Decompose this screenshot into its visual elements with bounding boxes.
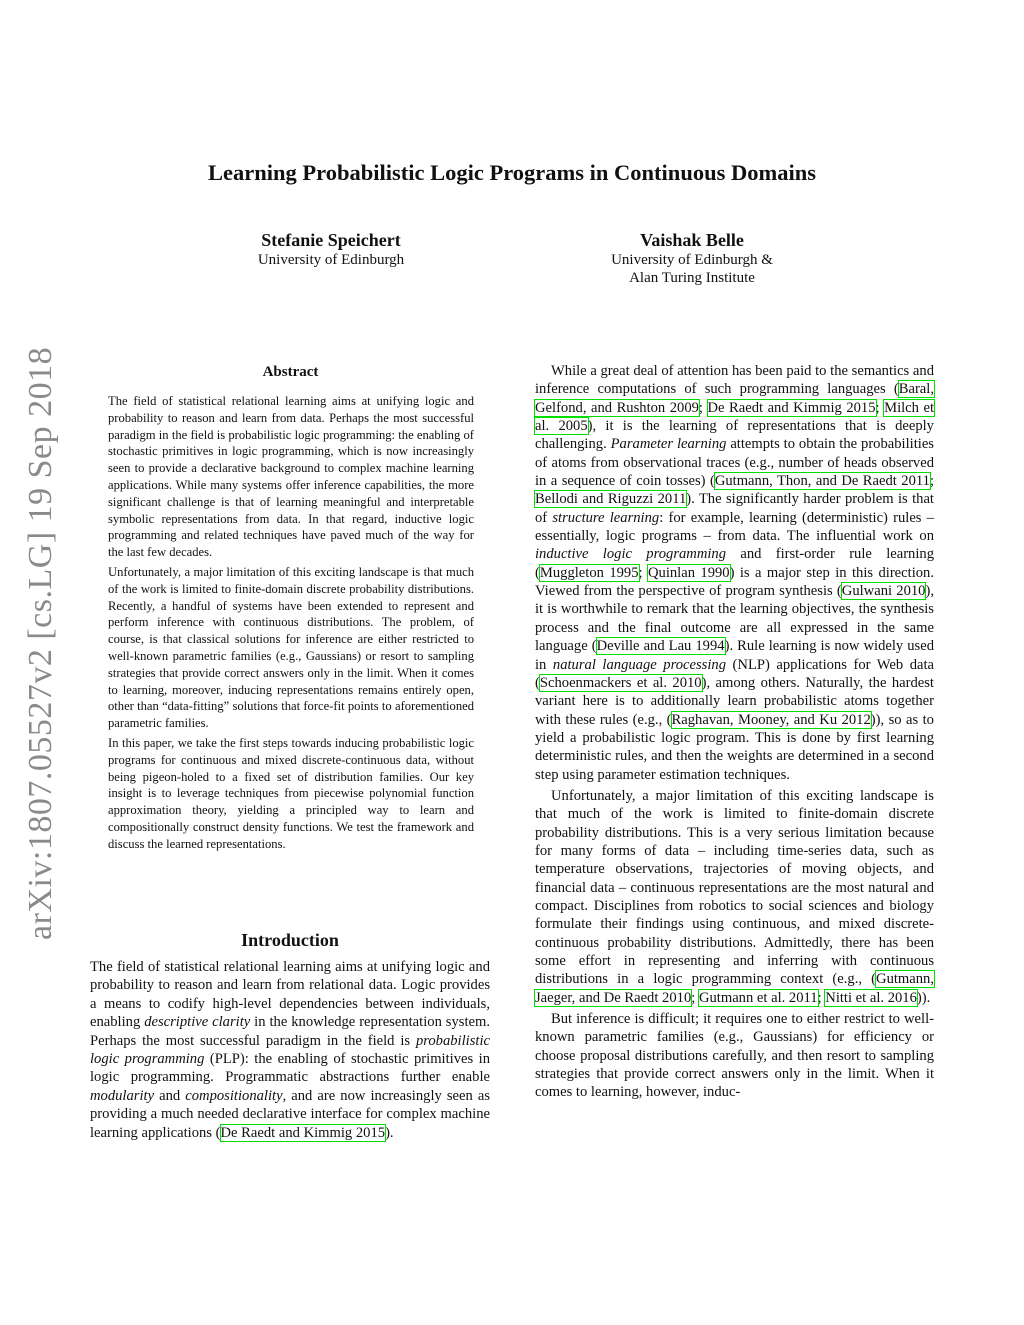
citation-link[interactable]: Nitti et al. 2016 <box>825 989 917 1006</box>
text-run: ; <box>638 564 648 581</box>
right-paragraph-1 <box>535 362 934 784</box>
abstract-paragraph-1: The field of statistical relational learning aims at unifying logic and probability to reason and learn from data. Perhaps the most successful paradigm in the field is probabilistic logic programming: the enabling of stochastic primitives in logic programming, which is now increasingly seen to provide a declarative background to complex machine learning applications. While many systems offer inference capabilities, the more significant challenge is that of learning meaningful and interpretable symbolic representations from data. In that regard, inductive logic programming and related techniques have paved much of the way for the last few decades. <box>108 394 474 560</box>
citation-link[interactable]: Gutmann, Thon, and De Raedt 2011 <box>714 473 930 490</box>
right-paragraph-3: But inference is difficult; it requires one to either restrict to well-known parametric families (e.g., Gaussians) for efficiency or choose proposal distributions carefully, and then resort to sampling strategies that provide correct answers only in the limit. When it comes to learning, however, induc- <box>535 1011 934 1101</box>
arxiv-identifier-stamp: arXiv:1807.05527v2 [cs.LG] 19 Sep 2018 <box>22 346 59 940</box>
abstract-paragraph-3: In this paper, we take the first steps towards inducing probabilistic logic programs for continuous and mixed discrete-continuous data, without being pigeon-holed to a fixed set of distribution families. Our key insight is to leverage techniques from piecewise polynomial function approximation theory, yielding a principled way to learn and compositionally construct density functions. We test the framework and discuss the learned representations. <box>108 735 474 851</box>
text-run: attempts to obtain the probabilities of atoms from observational traces (e.g., number of heads observed in a sequence of coin tosses) ( <box>535 436 934 490</box>
text-run: ), it is the learning of representations that is deeply challenging. <box>535 418 934 453</box>
abstract-paragraph-2: Unfortunately, a major limitation of this exciting landscape is that much of the work is limited to finite-domain discrete probability distributions. Recently, a handful of systems have been extended to represent and perform inference with continuous distributions. The problem, of course, is that classical solutions for inference are either restricted to well-known parametric families (e.g., Gaussians) or resort to sampling strategies that provide correct answers only in the limit. When it comes to learning, moreover, inducing representations remains entirely open, other than “data-fitting” solutions that force-fit points to aforementioned parametric families. <box>108 564 474 731</box>
emphasis: natural language processing <box>552 656 726 673</box>
intro-paragraph-1 <box>90 958 490 1142</box>
text-run: and first-order rule learning ( <box>535 546 935 581</box>
citation-link[interactable]: Raghavan, Mooney, and Ku 2012 <box>671 711 871 728</box>
text-run: ). The significantly harder problem is that of <box>535 491 934 526</box>
right-paragraph-2 <box>535 787 934 1007</box>
citation-link[interactable]: Bellodi and Riguzzi 2011 <box>535 491 687 508</box>
text-run: ), among others. Naturally, the hardest variant here is to additionally learn probabilistic atoms together with these rules (e.g., ( <box>535 674 934 728</box>
citation-link[interactable]: De Raedt and Kimmig 2015 <box>220 1124 386 1141</box>
paper-title: Learning Probabilistic Logic Programs in Continuous Domains <box>208 160 816 185</box>
text-run: ; <box>875 399 885 416</box>
citation-link[interactable]: Gutmann et al. 2011 <box>698 989 818 1006</box>
citation-link[interactable]: Schoenmackers et al. 2010 <box>539 674 702 691</box>
right-column-body <box>535 362 934 1102</box>
emphasis: probabilistic logic programming <box>90 1032 490 1068</box>
author-block-2 <box>532 229 852 287</box>
text-run: ; <box>929 473 934 490</box>
citation-link[interactable]: Muggleton 1995 <box>539 564 639 581</box>
citation-link[interactable]: Milch et al. 2005 <box>535 399 934 435</box>
text-run: (NLP) applications for Web data ( <box>535 656 934 691</box>
text-run: (PLP): the enabling of stochastic primitives in logic programming. Programmatic abstractions further enable <box>90 1051 491 1086</box>
author-affiliation: University of Edinburgh <box>257 252 405 268</box>
text-run: ). <box>385 1124 394 1141</box>
author-block-1 <box>171 229 491 269</box>
citation-link[interactable]: Deville and Lau 1994 <box>596 638 725 655</box>
text-run: ), it is worthwhile to remark that the learning objectives, the synthesis process and the final outcome are all expressed in the same language ( <box>535 583 934 655</box>
introduction-heading: Introduction <box>241 930 339 950</box>
text-run: ). Rule learning is now widely used in <box>535 638 934 673</box>
text-run: )). <box>916 989 931 1006</box>
abstract-body <box>108 393 474 856</box>
citation-link[interactable]: Gulwani 2010 <box>841 583 926 600</box>
text-run: : for example, learning (deterministic) rules – essentially, logic programs – from data. The influential work on <box>535 509 934 545</box>
text-run: ) is a major step in this direction. Viewed from the perspective of program synthesis ( <box>535 564 934 600</box>
citation-link[interactable]: Quinlan 1990 <box>647 564 730 581</box>
citation-link[interactable]: De Raedt and Kimmig 2015 <box>707 399 876 416</box>
emphasis: Parameter learning <box>610 436 727 453</box>
author-affiliation-line-2: Alan Turing Institute <box>629 270 755 286</box>
emphasis: structure learning <box>552 509 660 526</box>
author-affiliation-line-1: University of Edinburgh & <box>611 252 773 268</box>
author-name: Stefanie Speichert <box>261 230 401 250</box>
text-run: and <box>154 1087 186 1104</box>
text-run: While a great deal of attention has been paid to the semantics and inference computations of such programming languages ( <box>535 363 934 398</box>
text-run: )), so as to yield a probabilistic logic program. This is done by first learning deterministic rules, and then the weights are determined in a second step using parameter estimation techniques. <box>535 711 934 783</box>
text-run: ; <box>698 399 708 416</box>
emphasis: compositionality <box>185 1087 283 1104</box>
text-run: , and are now increasingly seen as providing a much needed declarative interface for complex machine learning applications ( <box>90 1087 491 1141</box>
citation-link[interactable]: Baral, Gelfond, and Rushton 2009 <box>535 381 934 416</box>
text-run: Unfortunately, a major limitation of this exciting landscape is that much of the work is limited to finite-domain discrete probability distributions. This is a very serious limitation because for many forms of data – including time-series data, such as temperature observations, trajectories of moving objects, and financial data – continuous representations are the most natural and compact. Disciplines from robotics to social sciences and biology formulate their findings using continuous, and mixed discrete-continuous probability distributions. Admittedly, there has been some effort in representing and inferring with continuous distributions in a logic programming context (e.g., ( <box>535 787 934 988</box>
introduction-body <box>90 958 490 1142</box>
text-run: ; <box>691 989 699 1006</box>
abstract-heading: Abstract <box>262 364 319 380</box>
emphasis: descriptive clarity <box>144 1014 251 1031</box>
citation-link[interactable]: Gutmann, Jaeger, and De Raedt 2010 <box>535 971 934 1006</box>
author-name: Vaishak Belle <box>640 230 744 250</box>
text-run: in the knowledge representation system. Perhaps the most successful paradigm in the field is <box>90 1014 490 1049</box>
text-run: ; <box>817 989 826 1006</box>
text-run: The field of statistical relational learning aims at unifying logic and probability to reason and learn from relational data. Logic provides a means to codify high-level dependencies between individuals, enabling <box>90 959 490 1031</box>
emphasis: modularity <box>90 1087 155 1104</box>
emphasis: inductive logic programming <box>535 546 727 563</box>
